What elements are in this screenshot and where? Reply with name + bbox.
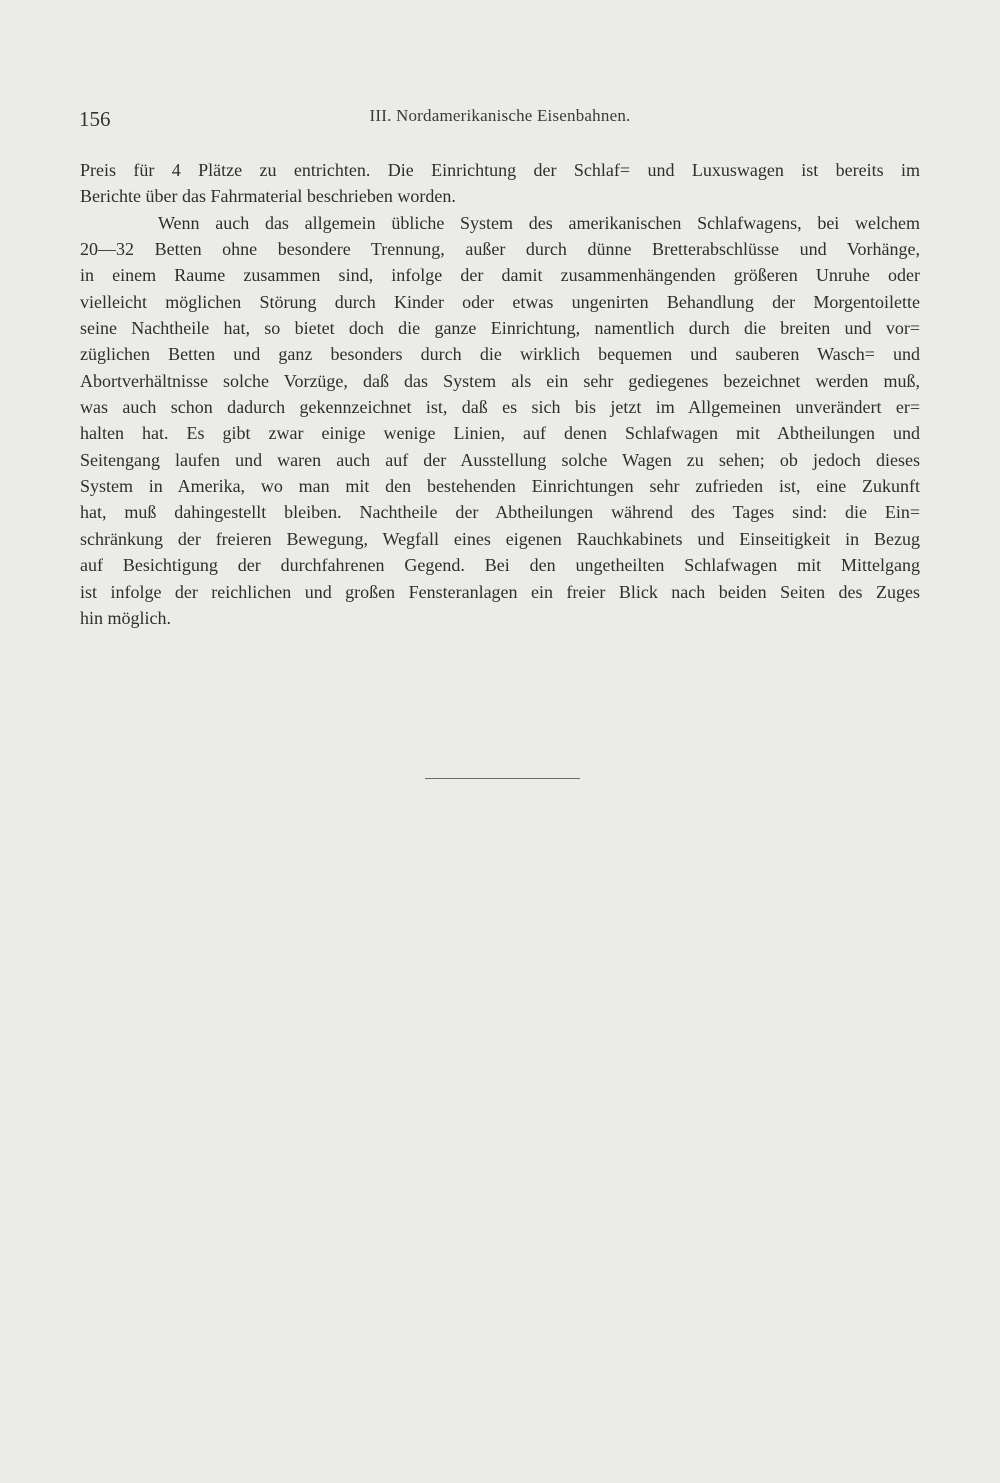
- running-title: III. Nordamerikanische Eisenbahnen.: [369, 106, 631, 125]
- text-line: schränkung der freieren Bewegung, Wegfall eines eigenen Rauchkabinets und Einseitigkeit in Bezug: [80, 528, 920, 549]
- text-line: 20—32 Betten ohne besondere Trennung, außer durch dünne Bretterabschlüsse und Vorhänge,: [80, 239, 920, 260]
- text-line: in einem Raume zusammen sind, infolge der damit zusammenhängenden größeren Unruhe oder: [80, 265, 920, 286]
- section-end-rule: [425, 778, 580, 779]
- text-line: Berichte über das Fahrmaterial beschrieben worden.: [80, 186, 456, 207]
- text-line: hat, muß dahingestellt bleiben. Nachtheile der Abtheilungen während des Tages sind: die Ein=: [80, 502, 920, 523]
- text-line: Wenn auch das allgemein übliche System des amerikanischen Schlafwagens, bei welchem: [158, 212, 920, 233]
- text-line: System in Amerika, wo man mit den bestehenden Einrichtungen sehr zufrieden ist, eine Zukunft: [80, 476, 920, 497]
- text-line: Abortverhältnisse solche Vorzüge, daß das System als ein sehr gediegenes bezeichnet werden muß,: [80, 370, 920, 391]
- text-line: ist infolge der reichlichen und großen Fensteranlagen ein freier Blick nach beiden Seiten des Zuges: [80, 581, 920, 602]
- text-line: züglichen Betten und ganz besonders durch die wirklich bequemen und sauberen Wasch= und: [80, 344, 920, 365]
- text-line: auf Besichtigung der durchfahrenen Gegend. Bei den ungetheilten Schlafwagen mit Mittelgang: [80, 555, 920, 576]
- page-number: 156: [79, 107, 111, 131]
- text-line: vielleicht möglichen Störung durch Kinder oder etwas ungenirten Behandlung der Morgentoilette: [80, 291, 920, 312]
- text-line: Seitengang laufen und waren auch auf der Ausstellung solche Wagen zu sehen; ob jedoch dieses: [80, 449, 920, 470]
- text-line: Preis für 4 Plätze zu entrichten. Die Einrichtung der Schlaf= und Luxuswagen ist bereits im: [80, 160, 920, 180]
- text-line: halten hat. Es gibt zwar einige wenige Linien, auf denen Schlafwagen mit Abtheilungen und: [80, 423, 920, 444]
- text-line: was auch schon dadurch gekennzeichnet ist, daß es sich bis jetzt im Allgemeinen unverändert er=: [80, 397, 920, 418]
- text-line: seine Nachtheile hat, so bietet doch die ganze Einrichtung, namentlich durch die breiten und vor=: [80, 318, 920, 339]
- text-line: hin möglich.: [80, 607, 171, 628]
- body-text: [80, 157, 920, 631]
